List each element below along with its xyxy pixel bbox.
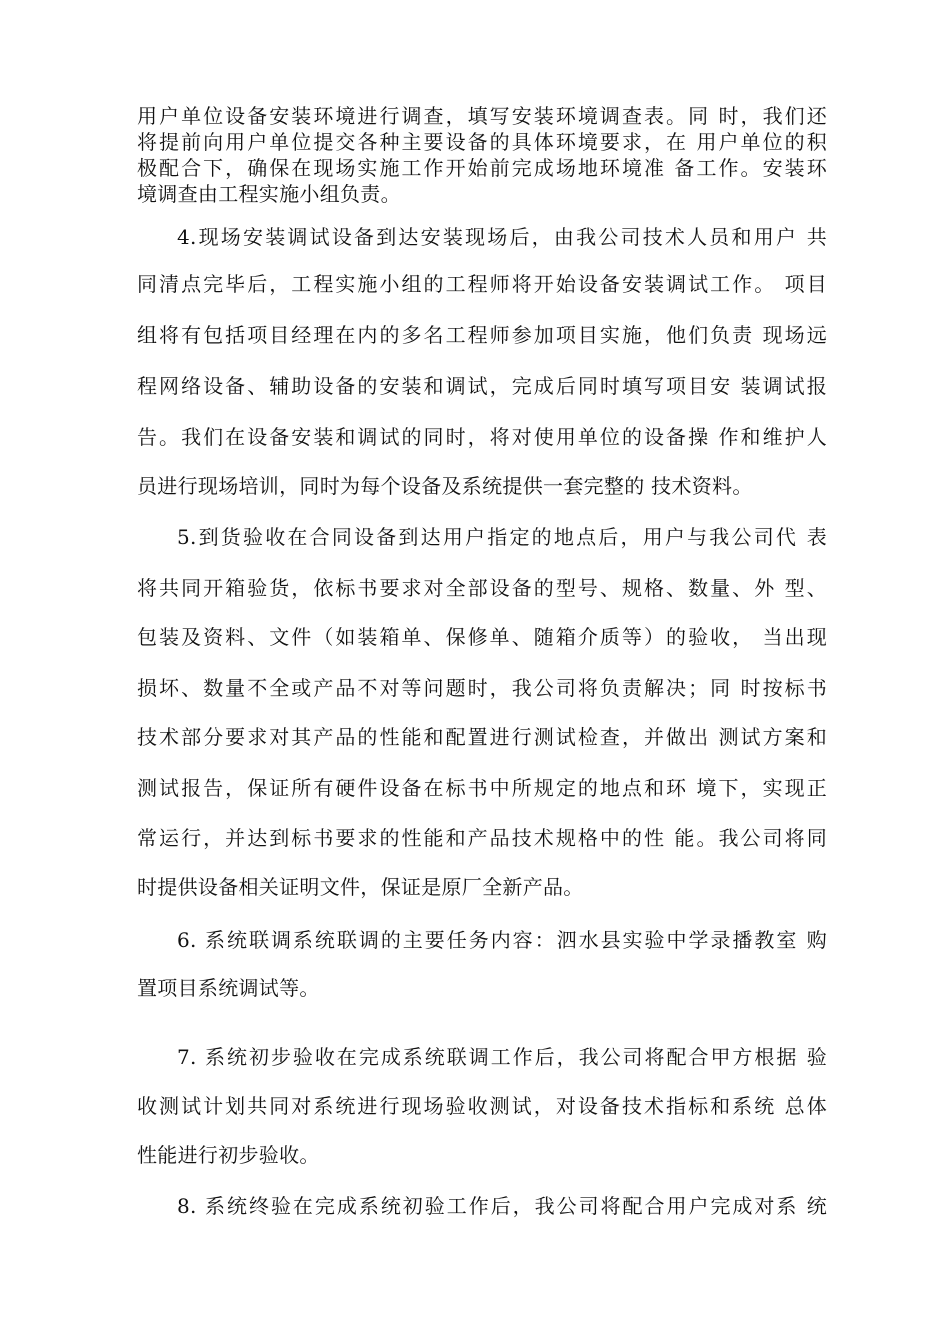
text-line: 置项目系统调试等。 bbox=[137, 976, 320, 1000]
text-line: 告。我们在设备安装和调试的同时，将对使用单位的设备操 作和维护人 bbox=[137, 425, 827, 449]
text-line: 测试报告，保证所有硬件设备在标书中所规定的地点和环 境下，实现正 bbox=[137, 776, 827, 800]
paragraph-7-first-line: 7. 系统初步验收在完成系统联调工作后，我公司将配合甲方根据 验 bbox=[177, 1045, 827, 1069]
text-line: 用户单位设备安装环境进行调查，填写安装环境调查表。同 时，我们还 bbox=[137, 104, 827, 128]
paragraph-5-first-line: 5.到货验收在合同设备到达用户指定的地点后，用户与我公司代 表 bbox=[177, 525, 827, 549]
text-line: 员进行现场培训，同时为每个设备及系统提供一套完整的 技术资料。 bbox=[137, 474, 753, 498]
paragraph-6-first-line: 6. 系统联调系统联调的主要任务内容：泗水县实验中学录播教室 购 bbox=[177, 928, 827, 952]
paragraph-4-first-line: 4.现场安装调试设备到达安装现场后，由我公司技术人员和用户 共 bbox=[177, 225, 827, 249]
text-line: 将共同开箱验货，依标书要求对全部设备的型号、规格、数量、外 型、 bbox=[137, 576, 827, 600]
text-line: 包装及资料、文件（如装箱单、保修单、随箱介质等）的验收， 当出现 bbox=[137, 625, 827, 649]
text-line: 技术部分要求对其产品的性能和配置进行测试检查，并做出 测试方案和 bbox=[137, 725, 827, 749]
text-line: 损坏、数量不全或产品不对等问题时，我公司将负责解决；同 时按标书 bbox=[137, 676, 827, 700]
text-line: 程网络设备、辅助设备的安装和调试，完成后同时填写项目安 装调试报 bbox=[137, 374, 827, 398]
text-line: 将提前向用户单位提交各种主要设备的具体环境要求，在 用户单位的积 bbox=[137, 130, 827, 154]
text-line: 极配合下，确保在现场实施工作开始前完成场地环境准 备工作。安装环 bbox=[137, 156, 827, 180]
text-line: 组将有包括项目经理在内的多名工程师参加项目实施，他们负责 现场远 bbox=[137, 323, 827, 347]
text-line: 同清点完毕后，工程实施小组的工程师将开始设备安装调试工作。 项目 bbox=[137, 272, 827, 296]
text-line: 常运行，并达到标书要求的性能和产品技术规格中的性 能。我公司将同 bbox=[137, 826, 827, 850]
text-line: 时提供设备相关证明文件，保证是原厂全新产品。 bbox=[137, 875, 584, 899]
text-line: 境调查由工程实施小组负责。 bbox=[137, 182, 401, 206]
paragraph-8-first-line: 8. 系统终验在完成系统初验工作后，我公司将配合用户完成对系 统 bbox=[177, 1194, 827, 1218]
text-line: 收测试计划共同对系统进行现场验收测试，对设备技术指标和系统 总体 bbox=[137, 1094, 827, 1118]
text-line: 性能进行初步验收。 bbox=[137, 1143, 320, 1167]
